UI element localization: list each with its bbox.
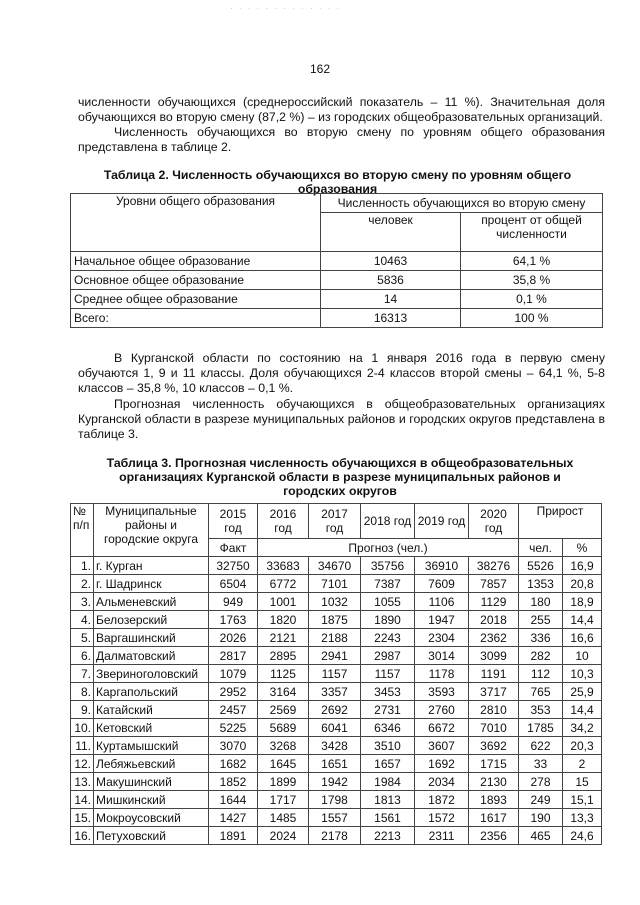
y2017-cell: 7101 bbox=[309, 575, 361, 593]
growth-people-cell: 190 bbox=[519, 809, 563, 827]
table-row bbox=[71, 827, 602, 845]
y2020-cell: 2130 bbox=[469, 773, 519, 791]
name-cell: Альменевский bbox=[94, 593, 209, 611]
y2019-cell: 3014 bbox=[415, 647, 469, 665]
y2016-cell: 1717 bbox=[258, 791, 309, 809]
name-cell: Куртамышский bbox=[94, 737, 209, 755]
y2018-cell: 2243 bbox=[361, 629, 415, 647]
growth-people-cell: 465 bbox=[519, 827, 563, 845]
y2015-cell: 32750 bbox=[209, 557, 258, 575]
y2020-cell: 1617 bbox=[469, 809, 519, 827]
growth-people-cell: 336 bbox=[519, 629, 563, 647]
y2016-cell: 2569 bbox=[258, 701, 309, 719]
y2017-cell: 1651 bbox=[309, 755, 361, 773]
num-cell: 7. bbox=[71, 665, 94, 683]
table-row bbox=[71, 647, 602, 665]
header-growth: Прирост bbox=[519, 504, 602, 539]
growth-pct-cell: 18,9 bbox=[563, 593, 602, 611]
paragraph-2: Численность обучающихся во вторую смену по уровням общего образования представлена в таблице 2. bbox=[78, 125, 605, 154]
header-levels: Уровни общего образования bbox=[71, 194, 321, 252]
header-year: 2020 год bbox=[469, 504, 519, 539]
paragraph-4: Прогнозная численность обучающихся в общеобразовательных организациях Курганской области в разрезе муниципальных районов и городских округов представлена в таблице 3. bbox=[78, 397, 605, 441]
growth-people-cell: 5526 bbox=[519, 557, 563, 575]
growth-pct-cell: 2 bbox=[563, 755, 602, 773]
growth-pct-cell: 10,3 bbox=[563, 665, 602, 683]
y2019-cell: 1692 bbox=[415, 755, 469, 773]
num-cell: 14. bbox=[71, 791, 94, 809]
y2018-cell: 2213 bbox=[361, 827, 415, 845]
table-row bbox=[71, 271, 603, 290]
y2017-cell: 34670 bbox=[309, 557, 361, 575]
y2015-cell: 6504 bbox=[209, 575, 258, 593]
num-cell: 1. bbox=[71, 557, 94, 575]
y2015-cell: 1644 bbox=[209, 791, 258, 809]
y2018-cell: 7387 bbox=[361, 575, 415, 593]
y2015-cell: 2026 bbox=[209, 629, 258, 647]
header-percent: процент от общей численности bbox=[461, 213, 603, 252]
growth-people-cell: 278 bbox=[519, 773, 563, 791]
scan-artifact: · · · · · · · · · · · · · bbox=[230, 4, 342, 13]
growth-pct-cell: 24,6 bbox=[563, 827, 602, 845]
y2018-cell: 1561 bbox=[361, 809, 415, 827]
percent-cell: 64,1 % bbox=[461, 252, 603, 271]
people-cell: 10463 bbox=[321, 252, 461, 271]
y2020-cell: 3099 bbox=[469, 647, 519, 665]
table-row bbox=[71, 575, 602, 593]
y2018-cell: 1157 bbox=[361, 665, 415, 683]
paragraph-3: В Курганской области по состоянию на 1 января 2016 года в первую смену обучаются 1, 9 и 11 классы. Доля обучающихся 2-4 классов второй смены – 64,1 %, 5-8 классов – 35,8 %, 10 классов – 0,1 %. bbox=[78, 351, 605, 395]
growth-people-cell: 255 bbox=[519, 611, 563, 629]
y2018-cell: 2731 bbox=[361, 701, 415, 719]
y2018-cell: 35756 bbox=[361, 557, 415, 575]
growth-people-cell: 282 bbox=[519, 647, 563, 665]
y2019-cell: 2034 bbox=[415, 773, 469, 791]
y2016-cell: 2895 bbox=[258, 647, 309, 665]
people-cell: 14 bbox=[321, 290, 461, 309]
growth-pct-cell: 14,4 bbox=[563, 701, 602, 719]
name-cell: Каргапольский bbox=[94, 683, 209, 701]
y2015-cell: 1891 bbox=[209, 827, 258, 845]
y2015-cell: 2457 bbox=[209, 701, 258, 719]
y2017-cell: 3357 bbox=[309, 683, 361, 701]
y2019-cell: 1572 bbox=[415, 809, 469, 827]
name-cell: Лебяжьевский bbox=[94, 755, 209, 773]
table-row bbox=[71, 593, 602, 611]
y2015-cell: 1682 bbox=[209, 755, 258, 773]
y2017-cell: 1157 bbox=[309, 665, 361, 683]
table-row bbox=[71, 755, 602, 773]
y2019-cell: 2304 bbox=[415, 629, 469, 647]
y2018-cell: 2987 bbox=[361, 647, 415, 665]
y2016-cell: 5689 bbox=[258, 719, 309, 737]
page-number: 162 bbox=[309, 62, 331, 76]
y2017-cell: 1798 bbox=[309, 791, 361, 809]
y2016-cell: 3268 bbox=[258, 737, 309, 755]
y2017-cell: 3428 bbox=[309, 737, 361, 755]
y2020-cell: 1893 bbox=[469, 791, 519, 809]
table-row bbox=[71, 665, 602, 683]
y2019-cell: 1178 bbox=[415, 665, 469, 683]
y2018-cell: 1890 bbox=[361, 611, 415, 629]
level-cell: Начальное общее образование bbox=[71, 252, 321, 271]
growth-people-cell: 353 bbox=[519, 701, 563, 719]
table-2 bbox=[70, 193, 603, 328]
y2019-cell: 1947 bbox=[415, 611, 469, 629]
y2020-cell: 2356 bbox=[469, 827, 519, 845]
header-count: Численность обучающихся во вторую смену bbox=[321, 194, 603, 213]
y2017-cell: 2188 bbox=[309, 629, 361, 647]
y2017-cell: 1032 bbox=[309, 593, 361, 611]
people-cell: 16313 bbox=[321, 309, 461, 328]
y2016-cell: 2024 bbox=[258, 827, 309, 845]
y2015-cell: 2817 bbox=[209, 647, 258, 665]
num-cell: 2. bbox=[71, 575, 94, 593]
y2020-cell: 2018 bbox=[469, 611, 519, 629]
y2020-cell: 7857 bbox=[469, 575, 519, 593]
growth-pct-cell: 20,8 bbox=[563, 575, 602, 593]
y2018-cell: 3453 bbox=[361, 683, 415, 701]
header-year: 2015 год bbox=[209, 504, 258, 539]
y2020-cell: 2362 bbox=[469, 629, 519, 647]
y2018-cell: 1813 bbox=[361, 791, 415, 809]
y2019-cell: 3607 bbox=[415, 737, 469, 755]
y2020-cell: 1191 bbox=[469, 665, 519, 683]
growth-people-cell: 249 bbox=[519, 791, 563, 809]
num-cell: 10. bbox=[71, 719, 94, 737]
header-year: 2019 год bbox=[415, 504, 469, 539]
num-cell: 16. bbox=[71, 827, 94, 845]
growth-pct-cell: 20,3 bbox=[563, 737, 602, 755]
y2020-cell: 3692 bbox=[469, 737, 519, 755]
table2-caption: Таблица 2. Численность обучающихся во вторую смену по уровням общего образования bbox=[103, 168, 572, 196]
level-cell: Среднее общее образование bbox=[71, 290, 321, 309]
name-cell: Катайский bbox=[94, 701, 209, 719]
growth-pct-cell: 15,1 bbox=[563, 791, 602, 809]
y2019-cell: 36910 bbox=[415, 557, 469, 575]
table-row bbox=[71, 309, 603, 328]
num-cell: 5. bbox=[71, 629, 94, 647]
level-cell: Всего: bbox=[71, 309, 321, 328]
num-cell: 4. bbox=[71, 611, 94, 629]
y2017-cell: 6041 bbox=[309, 719, 361, 737]
name-cell: Кетовский bbox=[94, 719, 209, 737]
y2015-cell: 1427 bbox=[209, 809, 258, 827]
name-cell: Мокроусовский bbox=[94, 809, 209, 827]
percent-cell: 35,8 % bbox=[461, 271, 603, 290]
y2017-cell: 1875 bbox=[309, 611, 361, 629]
growth-pct-cell: 34,2 bbox=[563, 719, 602, 737]
name-cell: г. Шадринск bbox=[94, 575, 209, 593]
y2020-cell: 3717 bbox=[469, 683, 519, 701]
y2015-cell: 1763 bbox=[209, 611, 258, 629]
table3-caption: Таблица 3. Прогнозная численность обучающихся в общеобразовательных организациях Курганской области в разрезе муниципальных районов и городских округов bbox=[106, 456, 574, 498]
num-cell: 12. bbox=[71, 755, 94, 773]
table-row bbox=[71, 719, 602, 737]
table-row bbox=[71, 809, 602, 827]
header-year: 2018 год bbox=[361, 504, 415, 539]
num-cell: 8. bbox=[71, 683, 94, 701]
name-cell: Белозерский bbox=[94, 611, 209, 629]
name-cell: Звериноголовский bbox=[94, 665, 209, 683]
header-name: Муниципальные районы и городские округа bbox=[94, 504, 209, 557]
y2019-cell: 1106 bbox=[415, 593, 469, 611]
y2017-cell: 2692 bbox=[309, 701, 361, 719]
growth-people-cell: 33 bbox=[519, 755, 563, 773]
growth-people-cell: 112 bbox=[519, 665, 563, 683]
y2017-cell: 1942 bbox=[309, 773, 361, 791]
y2017-cell: 1557 bbox=[309, 809, 361, 827]
growth-people-cell: 765 bbox=[519, 683, 563, 701]
growth-people-cell: 180 bbox=[519, 593, 563, 611]
table-row bbox=[71, 557, 602, 575]
name-cell: Макушинский bbox=[94, 773, 209, 791]
y2015-cell: 5225 bbox=[209, 719, 258, 737]
name-cell: Мишкинский bbox=[94, 791, 209, 809]
y2016-cell: 1645 bbox=[258, 755, 309, 773]
table-row bbox=[71, 791, 602, 809]
y2015-cell: 1079 bbox=[209, 665, 258, 683]
table-row bbox=[71, 629, 602, 647]
y2015-cell: 1852 bbox=[209, 773, 258, 791]
percent-cell: 100 % bbox=[461, 309, 603, 328]
table-row bbox=[71, 611, 602, 629]
y2016-cell: 1125 bbox=[258, 665, 309, 683]
y2020-cell: 1715 bbox=[469, 755, 519, 773]
y2016-cell: 33683 bbox=[258, 557, 309, 575]
num-cell: 13. bbox=[71, 773, 94, 791]
num-cell: 6. bbox=[71, 647, 94, 665]
growth-pct-cell: 16,6 bbox=[563, 629, 602, 647]
table-row bbox=[71, 737, 602, 755]
y2018-cell: 6346 bbox=[361, 719, 415, 737]
growth-pct-cell: 10 bbox=[563, 647, 602, 665]
y2018-cell: 3510 bbox=[361, 737, 415, 755]
header-fact: Факт bbox=[209, 539, 258, 557]
num-cell: 15. bbox=[71, 809, 94, 827]
num-cell: 9. bbox=[71, 701, 94, 719]
header-people: человек bbox=[321, 213, 461, 252]
growth-people-cell: 1353 bbox=[519, 575, 563, 593]
y2020-cell: 1129 bbox=[469, 593, 519, 611]
y2017-cell: 2178 bbox=[309, 827, 361, 845]
y2019-cell: 1872 bbox=[415, 791, 469, 809]
header-growth-pct: % bbox=[563, 539, 602, 557]
name-cell: Далматовский bbox=[94, 647, 209, 665]
paragraph-1: численности обучающихся (среднероссийский показатель – 11 %). Значительная доля обучающихся во вторую смену (87,2 %) – из городских общеобразовательных организаций. bbox=[78, 95, 605, 124]
people-cell: 5836 bbox=[321, 271, 461, 290]
percent-cell: 0,1 % bbox=[461, 290, 603, 309]
y2019-cell: 7609 bbox=[415, 575, 469, 593]
y2015-cell: 949 bbox=[209, 593, 258, 611]
y2015-cell: 2952 bbox=[209, 683, 258, 701]
y2016-cell: 3164 bbox=[258, 683, 309, 701]
y2016-cell: 1899 bbox=[258, 773, 309, 791]
y2019-cell: 2760 bbox=[415, 701, 469, 719]
y2019-cell: 3593 bbox=[415, 683, 469, 701]
y2016-cell: 1820 bbox=[258, 611, 309, 629]
header-num: № п/п bbox=[71, 504, 94, 557]
y2020-cell: 38276 bbox=[469, 557, 519, 575]
growth-pct-cell: 14,4 bbox=[563, 611, 602, 629]
y2016-cell: 2121 bbox=[258, 629, 309, 647]
header-growth-people: чел. bbox=[519, 539, 563, 557]
growth-pct-cell: 15 bbox=[563, 773, 602, 791]
table-row bbox=[71, 701, 602, 719]
header-forecast: Прогноз (чел.) bbox=[258, 539, 519, 557]
name-cell: Варгашинский bbox=[94, 629, 209, 647]
y2018-cell: 1984 bbox=[361, 773, 415, 791]
table-row bbox=[71, 683, 602, 701]
table-row bbox=[71, 290, 603, 309]
growth-pct-cell: 16,9 bbox=[563, 557, 602, 575]
table-row bbox=[71, 252, 603, 271]
growth-pct-cell: 25,9 bbox=[563, 683, 602, 701]
y2020-cell: 7010 bbox=[469, 719, 519, 737]
y2020-cell: 2810 bbox=[469, 701, 519, 719]
level-cell: Основное общее образование bbox=[71, 271, 321, 290]
y2019-cell: 6672 bbox=[415, 719, 469, 737]
table-3 bbox=[70, 503, 602, 845]
name-cell: Петуховский bbox=[94, 827, 209, 845]
growth-people-cell: 1785 bbox=[519, 719, 563, 737]
header-year: 2017 год bbox=[309, 504, 361, 539]
y2016-cell: 1001 bbox=[258, 593, 309, 611]
table-row bbox=[71, 773, 602, 791]
y2018-cell: 1055 bbox=[361, 593, 415, 611]
num-cell: 11. bbox=[71, 737, 94, 755]
y2018-cell: 1657 bbox=[361, 755, 415, 773]
y2019-cell: 2311 bbox=[415, 827, 469, 845]
y2015-cell: 3070 bbox=[209, 737, 258, 755]
y2016-cell: 6772 bbox=[258, 575, 309, 593]
header-year: 2016 год bbox=[258, 504, 309, 539]
growth-people-cell: 622 bbox=[519, 737, 563, 755]
y2016-cell: 1485 bbox=[258, 809, 309, 827]
y2017-cell: 2941 bbox=[309, 647, 361, 665]
growth-pct-cell: 13,3 bbox=[563, 809, 602, 827]
num-cell: 3. bbox=[71, 593, 94, 611]
name-cell: г. Курган bbox=[94, 557, 209, 575]
